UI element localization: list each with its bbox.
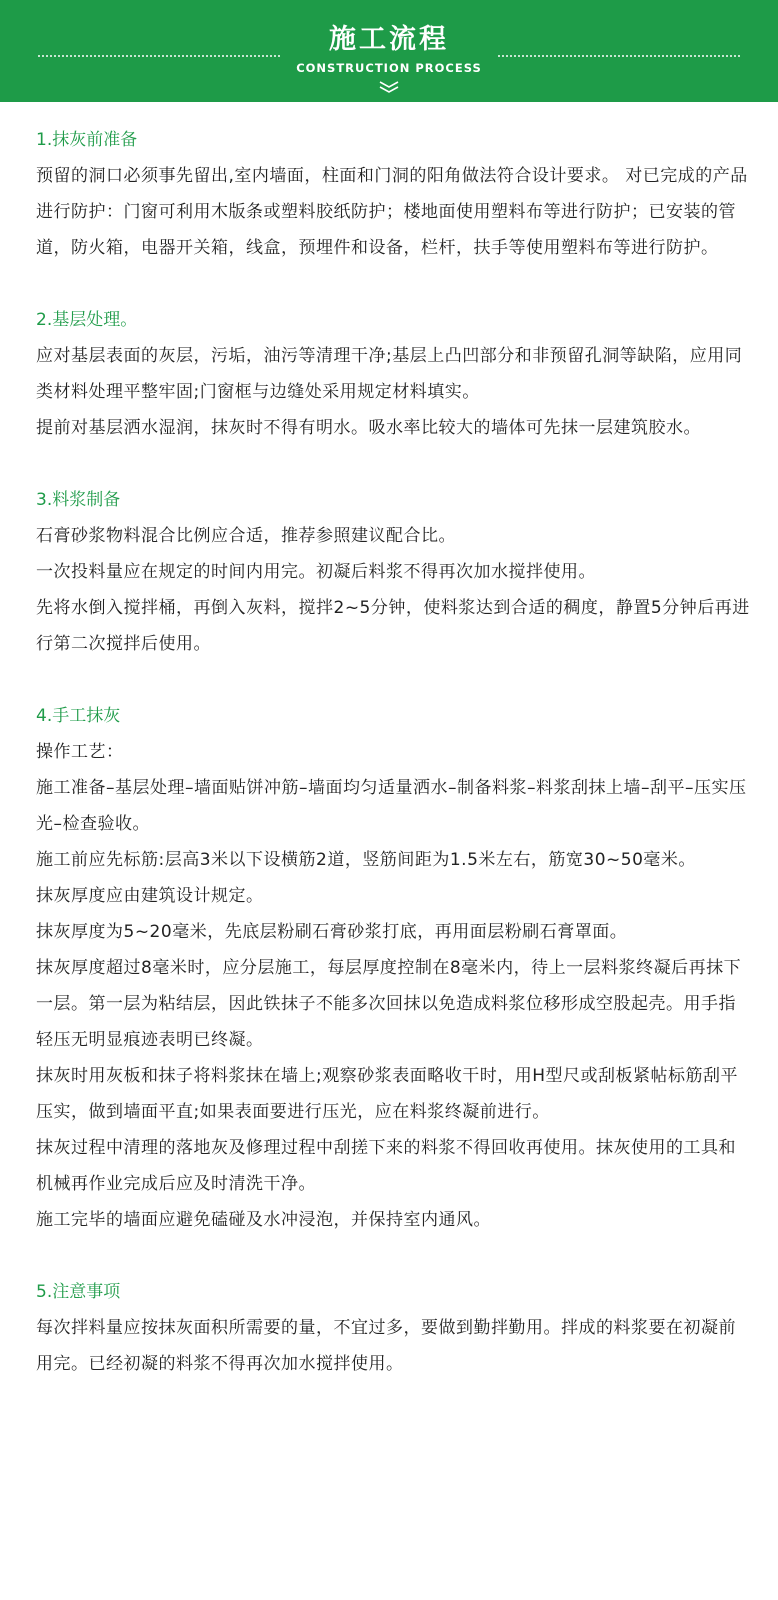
paragraph: 每次拌料量应按抹灰面积所需要的量，不宜过多，要做到勤拌勤用。拌成的料浆要在初凝前用完。已经初凝的料浆不得再次加水搅拌使用。 bbox=[36, 1318, 736, 1374]
paragraph: 施工前应先标筋:层高3米以下设横筋2道，竖筋间距为1.5米左右，筋宽30~50毫米。 bbox=[36, 850, 696, 870]
paragraph: 预留的洞口必须事先留出,室内墙面，柱面和门洞的阳角做法符合设计要求。 对已完成的产品进行防护：门窗可利用木版条或塑料胶纸防护；楼地面使用塑料布等进行防护；已安装的管道，防火箱，电器开关箱，线盒，预埋件和设备，栏杆，扶手等使用塑料布等进行防护。 bbox=[36, 166, 748, 258]
paragraph: 一次投料量应在规定的时间内用完。初凝后料浆不得再次加水搅拌使用。 bbox=[36, 562, 596, 582]
section-title: 2.基层处理。 bbox=[36, 310, 138, 330]
section-title: 4.手工抹灰 bbox=[36, 706, 121, 726]
double-chevron-down-icon bbox=[377, 80, 401, 94]
page-subtitle: CONSTRUCTION PROCESS bbox=[296, 61, 482, 75]
paragraph: 先将水倒入搅拌桶，再倒入灰料，搅拌2~5分钟，使料浆达到合适的稠度，静置5分钟后再进行第二次搅拌后使用。 bbox=[36, 598, 750, 654]
paragraph: 操作工艺： bbox=[36, 742, 124, 762]
paragraph: 石膏砂浆物料混合比例应合适，推荐参照建议配合比。 bbox=[36, 526, 456, 546]
paragraph: 抹灰厚度超过8毫米时，应分层施工，每层厚度控制在8毫米内，待上一层料浆终凝后再抹下一层。第一层为粘结层，因此铁抹子不能多次回抹以免造成料浆位移形成空股起壳。用手指轻压无明显痕迹表明已终凝。 bbox=[36, 958, 742, 1050]
paragraph: 抹灰过程中清理的落地灰及修理过程中刮搓下来的料浆不得回收再使用。抹灰使用的工具和机械再作业完成后应及时清洗干净。 bbox=[36, 1138, 736, 1194]
section-title: 5.注意事项 bbox=[36, 1282, 121, 1302]
section-title: 1.抹灰前准备 bbox=[36, 130, 138, 150]
paragraph: 应对基层表面的灰层，污垢，油污等清理干净;基层上凸凹部分和非预留孔洞等缺陷，应用同类材料处理平整牢固;门窗框与边缝处采用规定材料填实。 bbox=[36, 346, 743, 402]
paragraph: 施工完毕的墙面应避免磕碰及水冲浸泡，并保持室内通风。 bbox=[36, 1210, 491, 1230]
section-base-treatment bbox=[36, 302, 750, 446]
section-manual-plastering bbox=[36, 698, 750, 1238]
section-slurry-preparation bbox=[36, 482, 750, 662]
header-banner bbox=[0, 0, 778, 102]
paragraph: 抹灰时用灰板和抹子将料浆抹在墙上;观察砂浆表面略收干时，用H型尺或刮板紧帖标筋刮平压实，做到墙面平直;如果表面要进行压光，应在料浆终凝前进行。 bbox=[36, 1066, 739, 1122]
page-title: 施工流程 bbox=[329, 24, 449, 55]
section-preparation bbox=[36, 122, 750, 266]
paragraph: 施工准备–基层处理–墙面贴饼冲筋–墙面均匀适量洒水–制备料浆–料浆刮抹上墙–刮平–压实压光–检查验收。 bbox=[36, 778, 747, 834]
paragraph: 提前对基层洒水湿润，抹灰时不得有明水。吸水率比较大的墙体可先抹一层建筑胶水。 bbox=[36, 418, 701, 438]
section-notes bbox=[36, 1274, 750, 1382]
paragraph: 抹灰厚度为5~20毫米，先底层粉刷石膏砂浆打底，再用面层粉刷石膏罩面。 bbox=[36, 922, 628, 942]
section-title: 3.料浆制备 bbox=[36, 490, 121, 510]
content-area bbox=[0, 102, 778, 1382]
paragraph: 抹灰厚度应由建筑设计规定。 bbox=[36, 886, 264, 906]
